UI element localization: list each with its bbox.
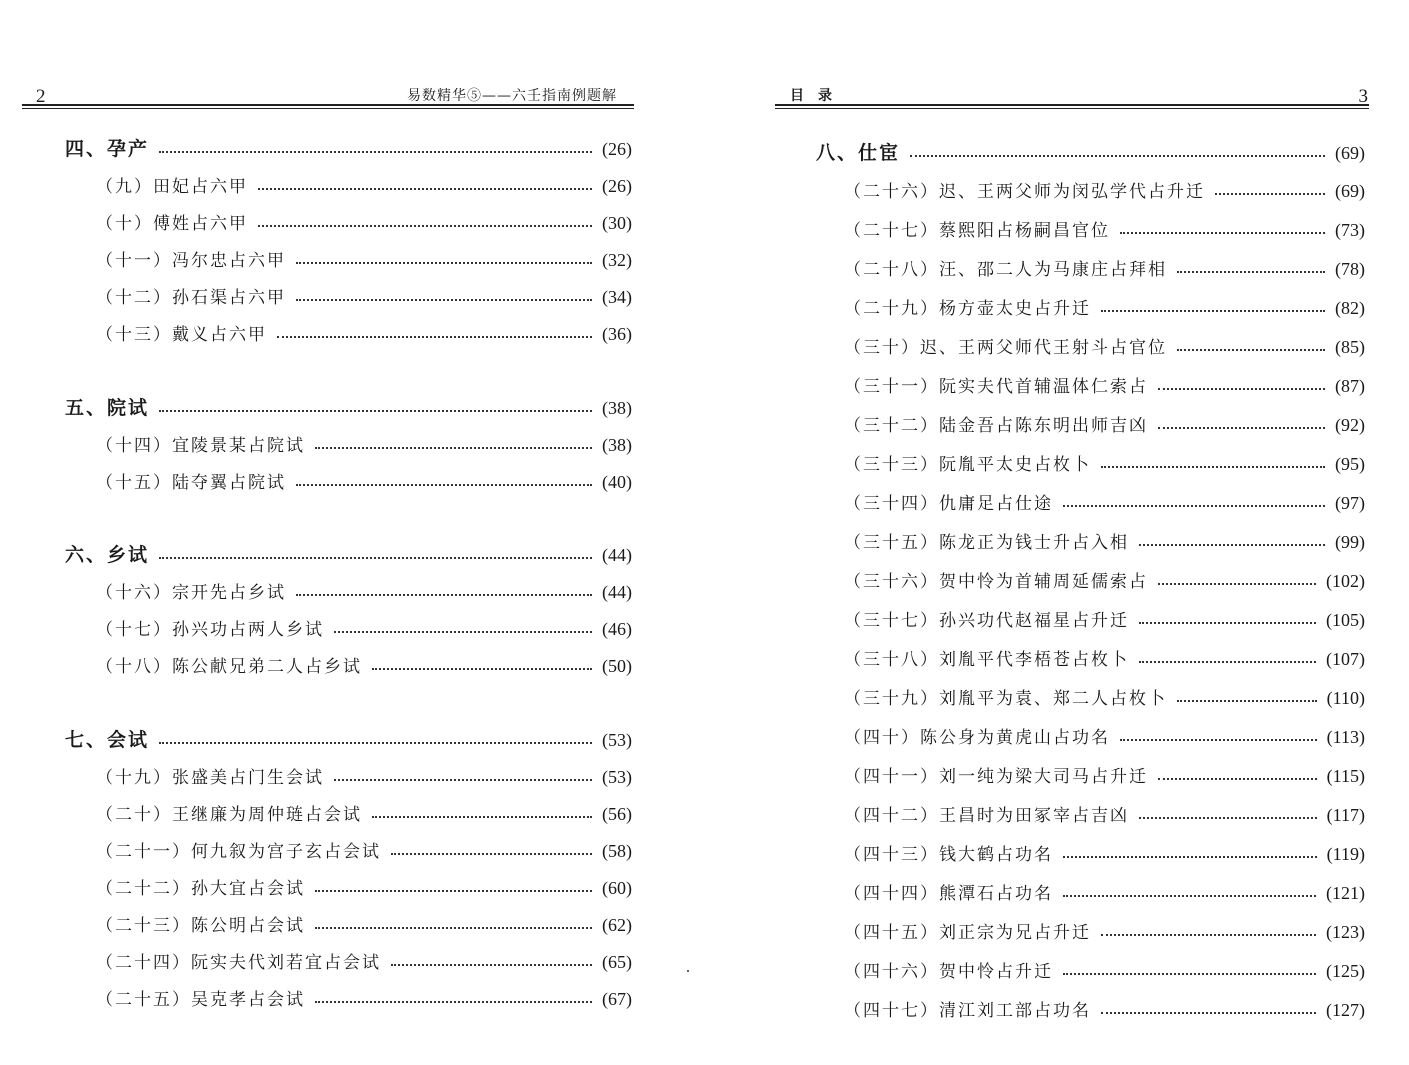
dot-leader (910, 155, 1325, 157)
toc-entry-title: （四十七）清江刘工部占功名 (844, 1001, 1091, 1021)
toc-entry-title: （三十）迟、王两父师代王射斗占官位 (844, 338, 1167, 358)
toc-entry-title: （四十二）王昌时为田冢宰占吉凶 (844, 806, 1129, 826)
toc-entry-title: 八、仕宦 (816, 142, 901, 164)
dot-leader (1063, 895, 1316, 897)
toc-page-number: (26) (602, 139, 632, 159)
dot-leader (1139, 817, 1317, 819)
toc-entry (844, 178, 1365, 204)
toc-page-number: (34) (602, 287, 632, 307)
dot-leader (391, 964, 592, 966)
toc-entry (844, 997, 1365, 1023)
toc-entry (844, 958, 1365, 984)
dot-leader (1158, 427, 1325, 429)
toc-section-heading (65, 136, 632, 162)
toc-page-number: (46) (602, 619, 632, 639)
toc-entry-title: （二十一）何九叙为宫子玄占会试 (96, 842, 381, 862)
toc-entry (96, 616, 632, 642)
toc-page-number: (78) (1335, 259, 1365, 279)
toc-page-number: (67) (602, 989, 632, 1009)
dot-leader (159, 742, 592, 744)
dot-leader (1139, 622, 1316, 624)
dot-leader (1101, 466, 1325, 468)
scan-speck (687, 970, 689, 972)
dot-leader (1063, 856, 1317, 858)
toc-page-number: (85) (1335, 337, 1365, 357)
toc-entry-title: （四十六）贺中怜占升迁 (844, 962, 1053, 982)
dot-leader (1139, 544, 1325, 546)
dot-leader (1101, 310, 1325, 312)
running-head: 目录 (790, 88, 846, 104)
toc-entry (96, 912, 632, 938)
dot-leader (1139, 661, 1316, 663)
toc-entry-title: （十九）张盛美占门生会试 (96, 768, 324, 788)
toc-page-number: (44) (602, 582, 632, 602)
dot-leader (296, 484, 592, 486)
toc-page-number: (127) (1326, 1000, 1365, 1020)
toc-entry-title: （二十九）杨方壶太史占升迁 (844, 299, 1091, 319)
toc-entry (96, 432, 632, 458)
toc-entry (844, 490, 1365, 516)
dot-leader (159, 557, 592, 559)
toc-section-heading (65, 542, 632, 568)
dot-leader (1158, 388, 1325, 390)
dot-leader (1177, 700, 1317, 702)
toc-page-number: (123) (1326, 922, 1365, 942)
dot-leader (334, 631, 592, 633)
toc-entry (844, 919, 1365, 945)
toc-entry-title: （二十二）孙大宜占会试 (96, 879, 305, 899)
toc-page-number: (73) (1335, 220, 1365, 240)
dot-leader (315, 447, 592, 449)
toc-page-number: (102) (1326, 571, 1365, 591)
dot-leader (159, 410, 592, 412)
toc-entry (96, 210, 632, 236)
toc-entry-title: （十一）冯尔忠占六甲 (96, 251, 286, 271)
dot-leader (1215, 193, 1325, 195)
toc-page-number: (62) (602, 915, 632, 935)
toc-entry-title: （二十六）迟、王两父师为闵弘学代占升迁 (844, 182, 1205, 202)
toc-section-heading (816, 140, 1365, 166)
toc-entry (844, 685, 1365, 711)
toc-entry-title: （二十七）蔡熙阳占杨嗣昌官位 (844, 221, 1110, 241)
toc-entry-title: （二十五）吴克孝占会试 (96, 990, 305, 1010)
toc-entry-title: （四十五）刘正宗为兄占升迁 (844, 923, 1091, 943)
toc-page-number: (44) (602, 545, 632, 565)
dot-leader (277, 336, 592, 338)
toc-entry (844, 334, 1365, 360)
toc-entry (844, 568, 1365, 594)
left-page (0, 0, 650, 1065)
toc-entry (844, 295, 1365, 321)
toc-entry (844, 724, 1365, 750)
toc-page-number: (117) (1326, 805, 1365, 825)
toc-entry-title: （四十）陈公身为黄虎山占功名 (844, 728, 1110, 748)
toc-entry-title: （四十四）熊潭石占功名 (844, 884, 1053, 904)
toc-page-number: (99) (1335, 532, 1365, 552)
toc-entry (96, 764, 632, 790)
dot-leader (315, 1001, 592, 1003)
toc-page-number: (38) (602, 435, 632, 455)
page-number: 2 (36, 86, 46, 107)
dot-leader (372, 668, 592, 670)
right-page (760, 0, 1409, 1065)
toc-entry-title: （三十三）阮胤平太史占枚卜 (844, 455, 1091, 475)
dot-leader (1158, 583, 1316, 585)
toc-entry-title: （二十八）汪、邵二人为马康庄占拜相 (844, 260, 1167, 280)
toc-entry-title: （三十二）陆金吾占陈东明出师吉凶 (844, 416, 1148, 436)
toc-entry-title: （十五）陆夺翼占院试 (96, 473, 286, 493)
toc-entry-title: （十三）戴义占六甲 (96, 325, 267, 345)
toc-page-number: (56) (602, 804, 632, 824)
toc-entry (96, 949, 632, 975)
toc-page-number: (58) (602, 841, 632, 861)
dot-leader (372, 816, 592, 818)
toc-entry (844, 880, 1365, 906)
toc-entry (96, 838, 632, 864)
toc-entry-title: （二十三）陈公明占会试 (96, 916, 305, 936)
toc-entry (96, 875, 632, 901)
toc-page-number: (38) (602, 398, 632, 418)
toc-page-number: (95) (1335, 454, 1365, 474)
toc-page-number: (87) (1335, 376, 1365, 396)
toc-entry (844, 607, 1365, 633)
toc-entry (844, 763, 1365, 789)
dot-leader (1120, 739, 1317, 741)
toc-page-number: (105) (1326, 610, 1365, 630)
dot-leader (258, 188, 592, 190)
header-rule (775, 104, 1369, 109)
toc-entry-title: （十）傅姓占六甲 (96, 214, 248, 234)
dot-leader (258, 225, 592, 227)
toc-entry (844, 256, 1365, 282)
dot-leader (159, 151, 592, 153)
toc-entry-title: （二十四）阮实夫代刘若宜占会试 (96, 953, 381, 973)
toc-entry-title: （三十六）贺中怜为首辅周延儒索占 (844, 572, 1148, 592)
toc-section-heading (65, 727, 632, 753)
toc-page-number: (53) (602, 730, 632, 750)
toc-page-number: (113) (1326, 727, 1365, 747)
toc-page-number: (50) (602, 656, 632, 676)
toc-page-number: (32) (602, 250, 632, 270)
toc-entry (844, 529, 1365, 555)
header-rule (22, 104, 634, 109)
toc-entry (844, 451, 1365, 477)
dot-leader (391, 853, 592, 855)
toc-entry (844, 412, 1365, 438)
toc-page-number: (97) (1335, 493, 1365, 513)
toc-page-number: (119) (1326, 844, 1365, 864)
toc-page-number: (69) (1335, 143, 1365, 163)
dot-leader (1120, 232, 1325, 234)
dot-leader (1101, 1012, 1316, 1014)
dot-leader (1101, 934, 1316, 936)
toc-entry-title: （十六）宗开先占乡试 (96, 583, 286, 603)
toc-entry-title: （四十三）钱大鹤占功名 (844, 845, 1053, 865)
dot-leader (315, 927, 592, 929)
toc-entry (844, 802, 1365, 828)
toc-page-number: (36) (602, 324, 632, 344)
toc-entry-title: （三十一）阮实夫代首辅温体仁索占 (844, 377, 1148, 397)
toc-page-number: (92) (1335, 415, 1365, 435)
toc-page-number: (65) (602, 952, 632, 972)
toc-page-number: (53) (602, 767, 632, 787)
toc-page-number: (82) (1335, 298, 1365, 318)
toc-entry-title: 七、会试 (65, 729, 150, 751)
dot-leader (1158, 778, 1317, 780)
toc-page-number: (26) (602, 176, 632, 196)
toc-entry-title: 五、院试 (65, 397, 150, 419)
dot-leader (296, 594, 592, 596)
toc-entry (96, 173, 632, 199)
toc-page-number: (40) (602, 472, 632, 492)
toc-entry (96, 801, 632, 827)
toc-entry (844, 373, 1365, 399)
dot-leader (296, 299, 592, 301)
toc-entry (96, 247, 632, 273)
toc-entry-title: （十二）孙石渠占六甲 (96, 288, 286, 308)
toc-entry-title: （二十）王继廉为周仲琏占会试 (96, 805, 362, 825)
toc-page-number: (30) (602, 213, 632, 233)
dot-leader (296, 262, 592, 264)
page-number: 3 (1358, 86, 1368, 107)
toc-entry (844, 646, 1365, 672)
toc-entry (844, 841, 1365, 867)
toc-entry-title: 四、孕产 (65, 138, 150, 160)
toc-entry (96, 986, 632, 1012)
toc-page-number: (107) (1326, 649, 1365, 669)
toc-page-number: (121) (1326, 883, 1365, 903)
dot-leader (1177, 349, 1325, 351)
dot-leader (1177, 271, 1325, 273)
toc-entry-title: （十四）宜陵景某占院试 (96, 436, 305, 456)
toc-entry (96, 469, 632, 495)
toc-page-number: (60) (602, 878, 632, 898)
running-head: 易数精华⑤——六壬指南例题解 (407, 88, 617, 104)
dot-leader (315, 890, 592, 892)
toc-section-heading (65, 395, 632, 421)
toc-entry (96, 321, 632, 347)
toc-entry (96, 653, 632, 679)
toc-entry-title: （三十五）陈龙正为钱士升占入相 (844, 533, 1129, 553)
toc-page-number: (110) (1326, 688, 1365, 708)
dot-leader (334, 779, 592, 781)
toc-entry-title: （九）田妃占六甲 (96, 177, 248, 197)
toc-entry-title: （四十一）刘一纯为梁大司马占升迁 (844, 767, 1148, 787)
toc-entry (844, 217, 1365, 243)
toc-entry-title: （三十八）刘胤平代李梧苍占枚卜 (844, 650, 1129, 670)
toc-entry-title: （三十九）刘胤平为袁、郑二人占枚卜 (844, 689, 1167, 709)
toc-page-number: (115) (1326, 766, 1365, 786)
toc-entry-title: （三十七）孙兴功代赵福星占升迁 (844, 611, 1129, 631)
dot-leader (1063, 973, 1316, 975)
toc-entry (96, 579, 632, 605)
dot-leader (1063, 505, 1325, 507)
toc-entry-title: （十七）孙兴功占两人乡试 (96, 620, 324, 640)
toc-entry-title: （十八）陈公献兄弟二人占乡试 (96, 657, 362, 677)
toc-entry-title: （三十四）仇庸足占仕途 (844, 494, 1053, 514)
toc-entry (96, 284, 632, 310)
toc-page-number: (69) (1335, 181, 1365, 201)
toc-entry-title: 六、乡试 (65, 544, 150, 566)
toc-page-number: (125) (1326, 961, 1365, 981)
